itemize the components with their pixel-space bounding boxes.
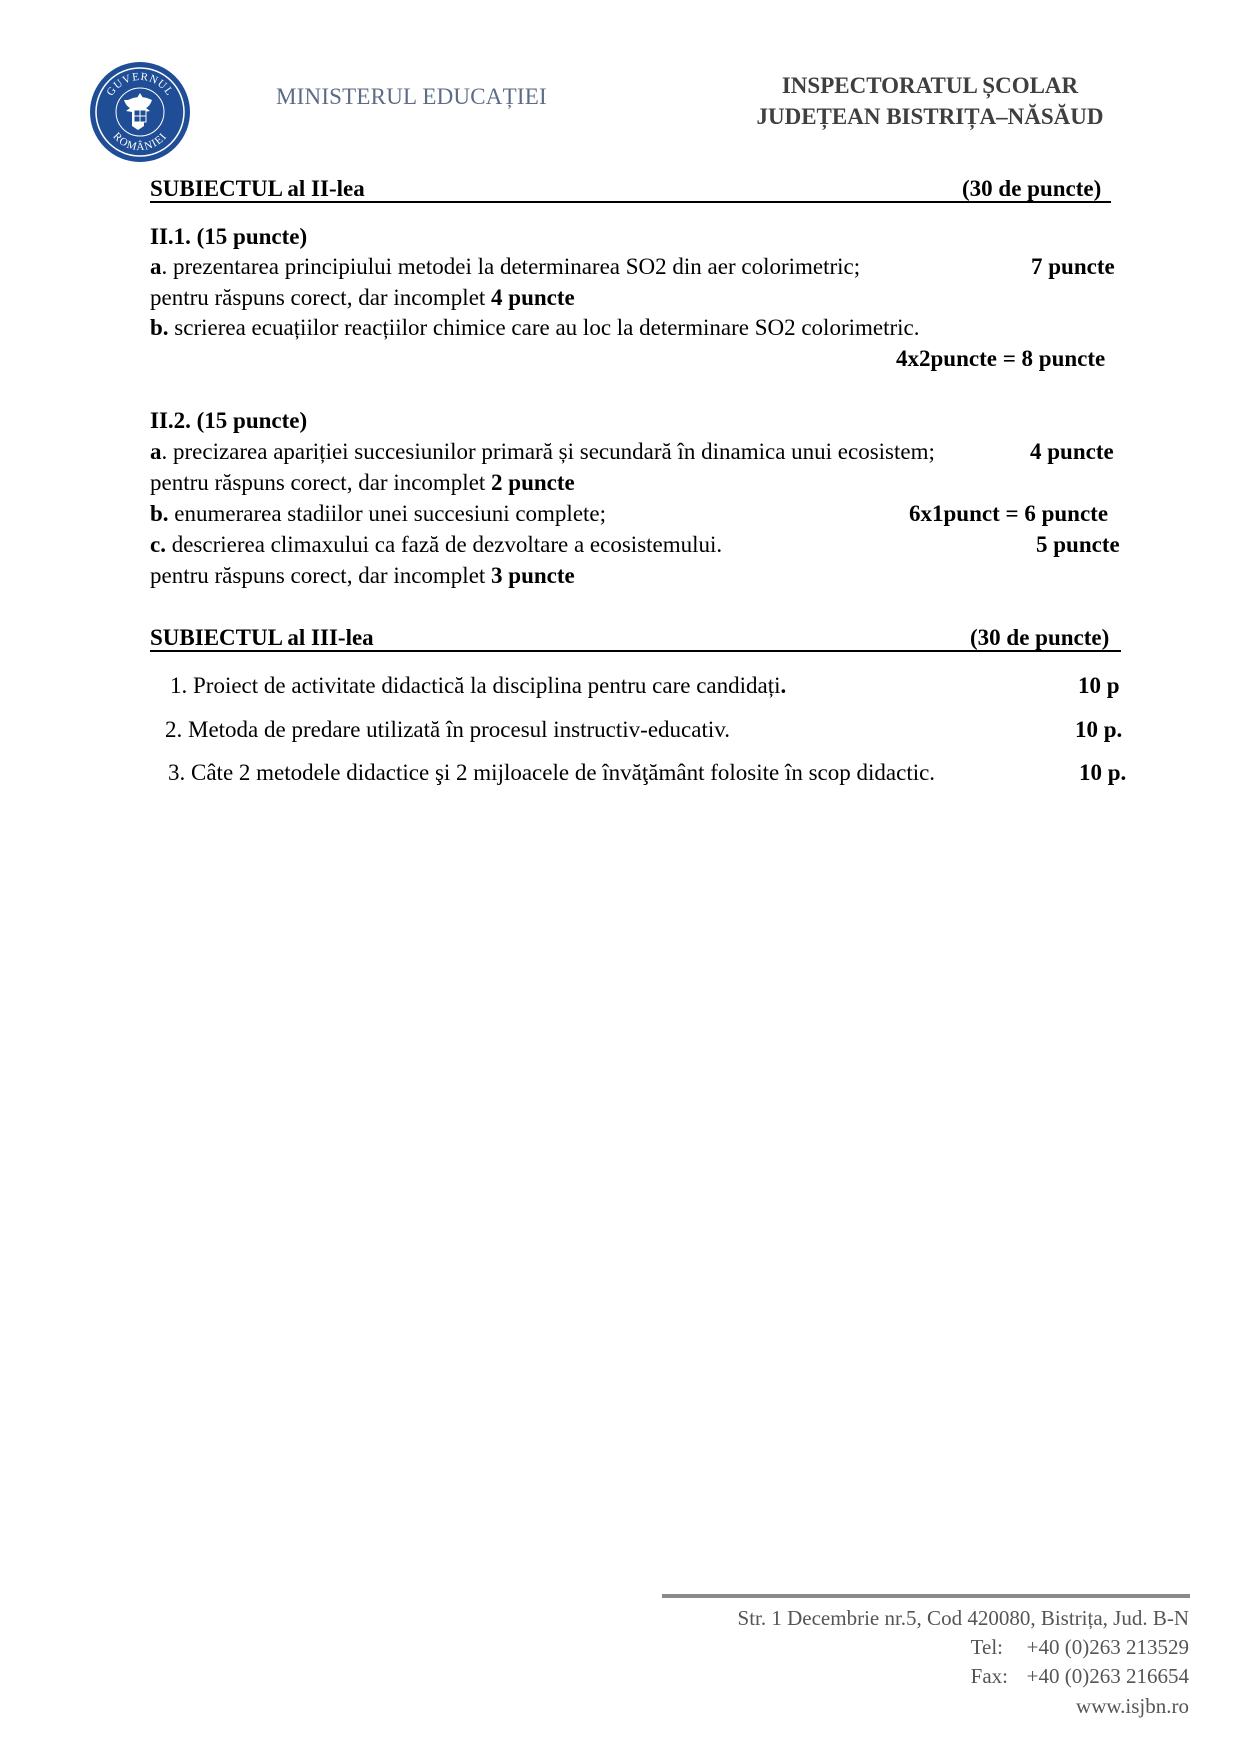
ii1-a-partial-text: pentru răspuns corect, dar incomplet	[150, 285, 492, 310]
ii2-a-partial	[150, 469, 575, 497]
footer-divider	[662, 1594, 1190, 1598]
ii2-a-points: 4 puncte	[1030, 439, 1114, 464]
subject-2-title: SUBIECTUL al II-lea	[150, 176, 365, 201]
seal-text-bottom: ROMÂNIEI	[110, 130, 170, 154]
subject-3-item-1	[170, 672, 786, 700]
ii1-a-text: . prezentarea principiului metodei la determinarea SO2 din aer colorimetric;	[161, 254, 861, 279]
subject-3-item-1-suffix: .	[780, 673, 787, 698]
subject-3-item-3: 3. Câte 2 metodele didactice şi 2 mijloacele de învăţământ folosite în scop didactic.	[168, 760, 936, 785]
subject-3-item-2: 2. Metoda de predare utilizată în procesul instructiv-educativ.	[165, 717, 730, 742]
ii1-a-partial-points: 4 puncte	[491, 285, 575, 310]
footer-fax-label: Fax:	[970, 1664, 1008, 1688]
footer-fax	[971, 1664, 1189, 1689]
ii2-item-a	[150, 438, 935, 466]
ii2-b-label: b.	[150, 501, 169, 526]
ii1-a-partial	[150, 284, 575, 312]
ii1-b-label: b.	[150, 315, 169, 340]
ii1-item-b	[150, 314, 920, 342]
inspectorate-line-1: INSPECTORATUL ȘCOLAR	[781, 73, 1079, 98]
subject-3-item-3-points: 10 p.	[1079, 760, 1127, 785]
ii2-item-c	[150, 531, 722, 559]
ii2-c-label: c.	[150, 532, 166, 557]
ii2-c-partial	[150, 562, 575, 590]
ii1-b-points: 4x2puncte = 8 puncte	[896, 346, 1106, 371]
ii1-heading: II.1. (15 puncte)	[150, 224, 308, 249]
subject-3-item-1-points: 10 p	[1078, 673, 1120, 698]
inspectorate-line-2: JUDEȚEAN BISTRIȚA–NĂSĂUD	[756, 104, 1104, 129]
ii2-c-partial-text: pentru răspuns corect, dar incomplet	[150, 563, 492, 588]
footer-tel	[971, 1635, 1189, 1660]
ii2-b-points: 6x1punct = 6 puncte	[909, 501, 1109, 526]
ii2-a-partial-points: 2 puncte	[491, 470, 575, 495]
ii1-a-points: 7 puncte	[1031, 254, 1115, 279]
subject-3-points: (30 de puncte)	[970, 625, 1110, 650]
ii1-a-label: a	[150, 254, 162, 279]
ii1-item-a	[150, 253, 860, 281]
ministry-name: MINISTERUL EDUCAȚIEI	[276, 84, 547, 109]
subject-2-points: (30 de puncte)	[962, 176, 1102, 201]
government-seal-logo	[88, 60, 192, 164]
footer-tel-number: +40 (0)263 213529	[1026, 1635, 1189, 1659]
ii2-b-text: enumerarea stadiilor unei succesiuni complete;	[168, 501, 607, 526]
footer-tel-label: Tel:	[970, 1635, 1004, 1659]
subject-3-item-2-points: 10 p.	[1075, 717, 1123, 742]
ii1-b-text: scrierea ecuațiilor reacțiilor chimice care au loc la determinare SO2 colorimetric.	[168, 315, 920, 340]
seal-text-top: GUVERNUL	[104, 70, 176, 99]
ii2-item-b	[150, 500, 606, 528]
subject-2-underline	[150, 201, 1111, 203]
ii2-a-label: a	[150, 439, 162, 464]
footer-website: www.isjbn.ro	[1076, 1694, 1189, 1718]
ii2-c-text: descrierea climaxului ca fază de dezvoltare a ecosistemului.	[165, 532, 723, 557]
subject-3-underline	[150, 650, 1121, 652]
ii2-a-text: . precizarea apariției succesiunilor primară și secundară în dinamica unui ecosistem;	[161, 439, 935, 464]
inspectorate-name	[720, 70, 1140, 132]
ii2-c-partial-points: 3 puncte	[491, 563, 575, 588]
footer-fax-number: +40 (0)263 216654	[1026, 1664, 1189, 1688]
footer-address: Str. 1 Decembrie nr.5, Cod 420080, Bistrița, Jud. B-N	[737, 1606, 1189, 1630]
ii2-a-partial-text: pentru răspuns corect, dar incomplet	[150, 470, 492, 495]
ii2-heading: II.2. (15 puncte)	[150, 408, 308, 433]
ii2-c-points: 5 puncte	[1036, 532, 1120, 557]
subject-3-title: SUBIECTUL al III-lea	[150, 625, 374, 650]
subject-3-item-1-text: 1. Proiect de activitate didactică la disciplina pentru care candidați	[170, 673, 781, 698]
